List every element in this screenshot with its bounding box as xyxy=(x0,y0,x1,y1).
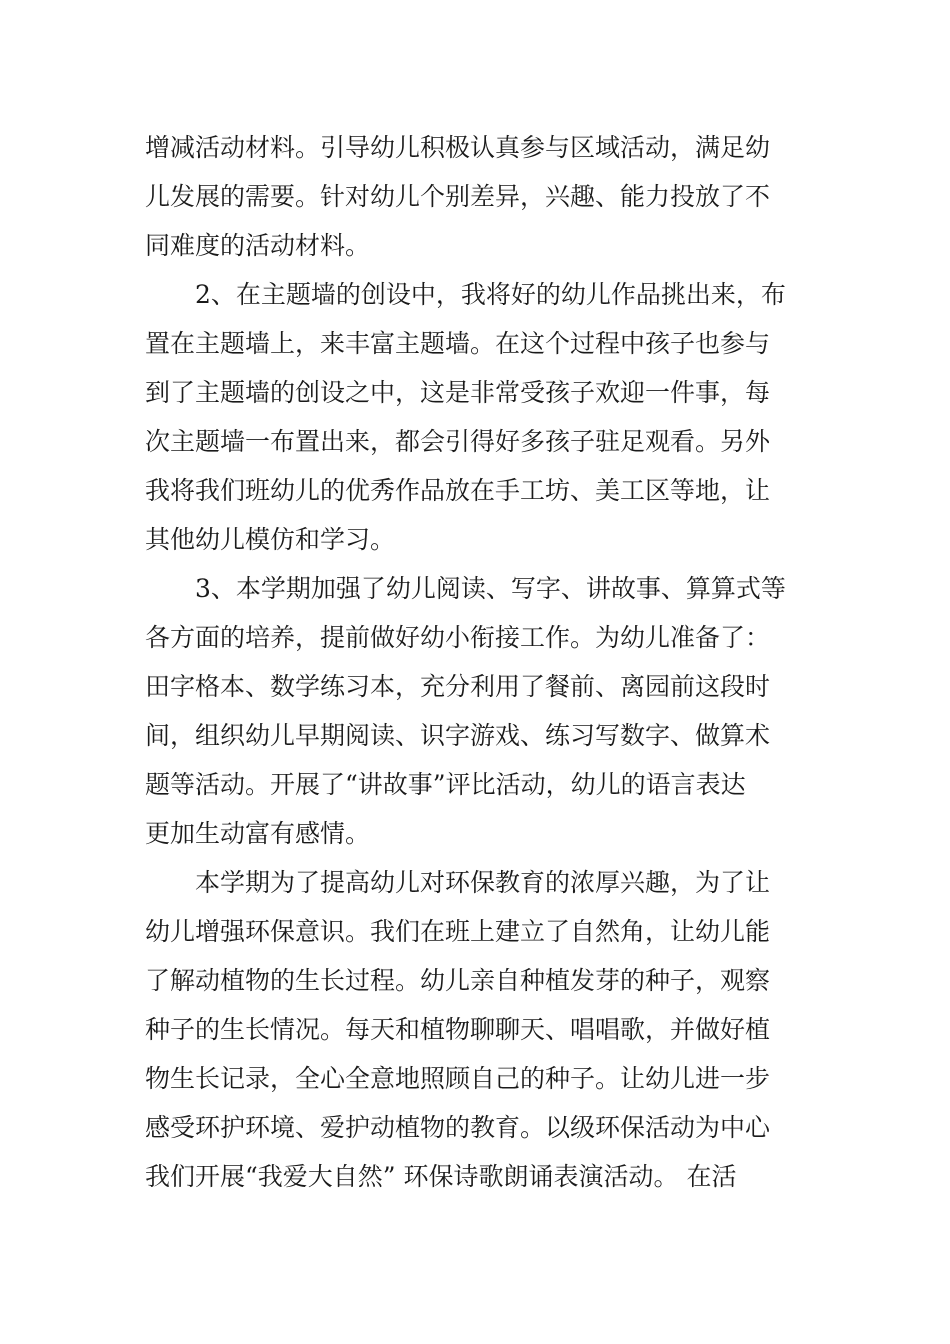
document-page xyxy=(145,123,810,1201)
text-line: 其他幼儿模仿和学习。 xyxy=(145,525,396,554)
text-line: 3、本学期加强了幼儿阅读、写字、讲故事、算算式等 xyxy=(195,574,786,603)
paragraph-3 xyxy=(145,564,810,858)
text-line: 各方面的培养，提前做好幼小衔接工作。为幼儿准备了： xyxy=(145,623,771,652)
text-line: 田字格本、数学练习本，充分利用了餐前、离园前这段时 xyxy=(145,672,771,701)
paragraph-4 xyxy=(145,858,810,1201)
text-line: 题等活动。开展了“讲故事”评比活动，幼儿的语言表达 xyxy=(145,770,746,799)
paragraph-2 xyxy=(145,270,810,564)
text-line: 2、在主题墙的创设中，我将好的幼儿作品挑出来，布 xyxy=(195,280,786,309)
text-line: 增减活动材料。引导幼儿积极认真参与区域活动，满足幼 xyxy=(145,133,771,162)
text-line: 感受环护环境、爱护动植物的教育。以级环保活动为中心 xyxy=(145,1113,771,1142)
text-line: 置在主题墙上，来丰富主题墙。在这个过程中孩子也参与 xyxy=(145,329,771,358)
text-line: 更加生动富有感情。 xyxy=(145,819,371,848)
paragraph-1 xyxy=(145,123,810,270)
text-line: 种子的生长情况。每天和植物聊聊天、唱唱歌，并做好植 xyxy=(145,1015,771,1044)
text-line: 本学期为了提高幼儿对环保教育的浓厚兴趣，为了让 xyxy=(195,868,771,897)
text-line: 我将我们班幼儿的优秀作品放在手工坊、美工区等地，让 xyxy=(145,476,771,505)
text-line: 幼儿增强环保意识。我们在班上建立了自然角，让幼儿能 xyxy=(145,917,771,946)
text-line: 物生长记录，全心全意地照顾自己的种子。让幼儿进一步 xyxy=(145,1064,771,1093)
text-line: 我们开展“我爱大自然” 环保诗歌朗诵表演活动。 在活 xyxy=(145,1162,737,1191)
text-line: 儿发展的需要。针对幼儿个别差异，兴趣、能力投放了不 xyxy=(145,182,771,211)
text-line: 次主题墙一布置出来，都会引得好多孩子驻足观看。另外 xyxy=(145,427,771,456)
text-line: 同难度的活动材料。 xyxy=(145,231,371,260)
text-line: 到了主题墙的创设之中，这是非常受孩子欢迎一件事，每 xyxy=(145,378,771,407)
text-line: 间，组织幼儿早期阅读、识字游戏、练习写数字、做算术 xyxy=(145,721,771,750)
text-line: 了解动植物的生长过程。幼儿亲自种植发芽的种子，观察 xyxy=(145,966,771,995)
